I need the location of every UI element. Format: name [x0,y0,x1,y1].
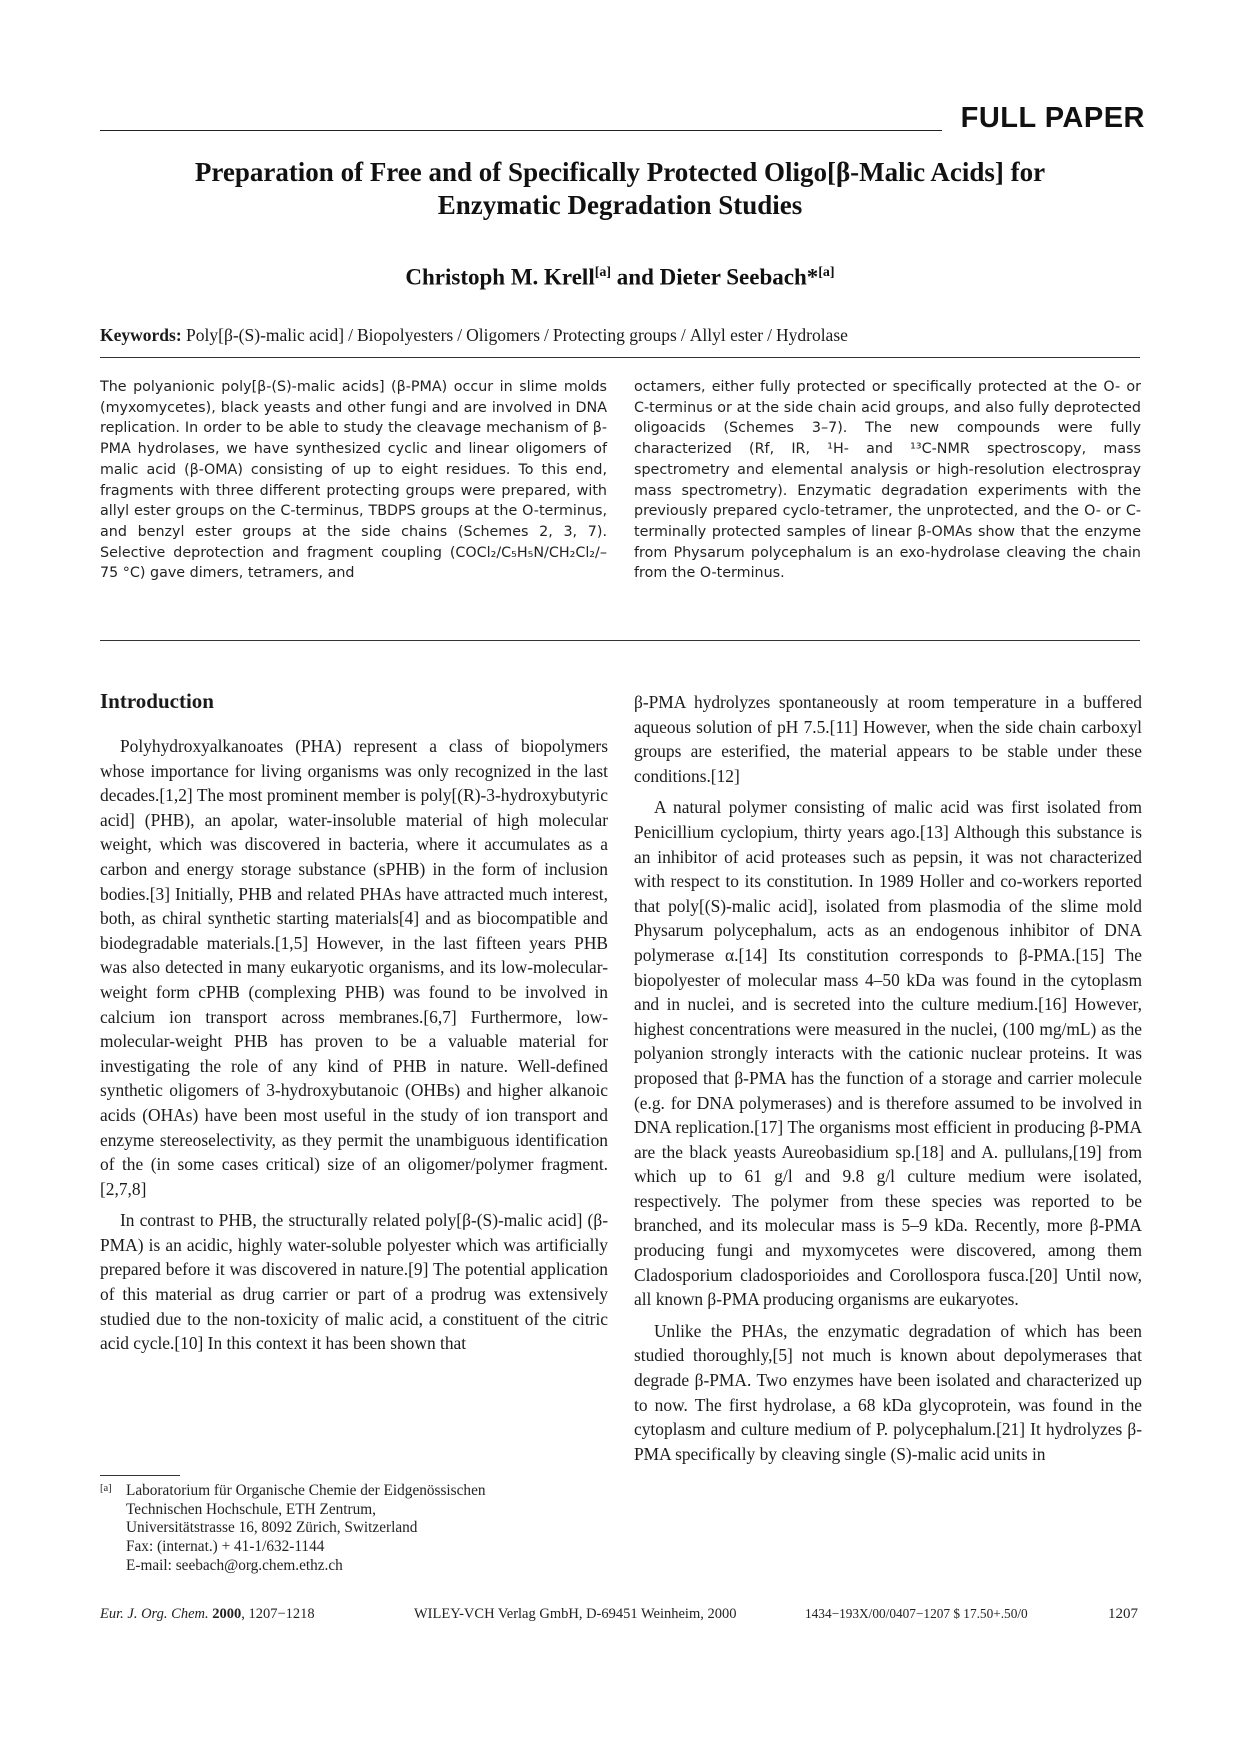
page-number: 1207 [1108,1606,1138,1622]
footer-journal: Eur. J. Org. Chem. [100,1606,209,1622]
footnote-rule [100,1475,180,1476]
footer-year: 2000 [212,1606,242,1622]
title-line-1: Preparation of Free and of Specifically Protected Oligo[β-Malic Acids] for [194,157,1046,187]
affiliation-footnote [100,1482,610,1576]
keyword-item: Hydrolase [775,325,848,345]
author-list [100,258,1140,293]
title-line-2: Enzymatic Degradation Studies [437,190,803,220]
header-rule [100,130,942,131]
intro-paragraph: Unlike the PHAs, the enzymatic degradation of which has been studied thoroughly,[5] not much is known about depolymerases that degrade β-PMA. Two enzymes have been isolated and characterized up to now. The first hydrolase, a 68 kDa glycoprotein, was found in the cytoplasm and culture medium of P. polycephalum.[21] It hydrolyzes β-PMA specifically by cleaving single (S)-malic acid units in [634,1320,1142,1464]
keyword-separator: / [457,325,463,345]
intro-paragraph: Polyhydroxyalkanoates (PHA) represent a class of biopolymers whose importance for living organisms was only recognized in the last decades.[1,2] The most prominent member is poly[(R)-3-hydroxybutyric acid] (PHB), an apolar, water-insoluble material of high molecular weight, which was discovered in bacteria, where it accumulates as a carbon and energy storage substance (sPHB) in the form of inclusion bodies.[3] Initially, PHB and related PHAs have attracted much interest, both, as chiral synthetic starting materials[4] and as biocompatible and biodegradable materials.[1,5] However, in the last fifteen years PHB was also detected in many eukaryotic organisms, and its low-molecular-weight form cPHB (complexing PHB) was found to be involved in calcium ion transport across membranes.[6,7] Furthermore, low-molecular-weight PHB has proven to be a valuable material for investigating the role of any kind of PHB in nature. Well-defined synthetic oligomers of 3-hydroxybutanoic (OHBs) and higher alkanoic acids (OHAs) have been most useful in the study of ion transport and enzyme stereoselectivity, as they permit the unambiguous identification of the (in some cases critical) size of an oligomer/polymer fragment.[2,7,8] [100,736,608,1199]
abstract-bottom-rule [100,640,1140,641]
author-2: Dieter Seebach* [659,264,819,290]
abstract-top-rule [100,357,1140,358]
footnote-line: Universitätstrasse 16, 8092 Zürich, Switzerland [126,1519,418,1537]
footnote-line: Technischen Hochschule, ETH Zentrum, [126,1500,376,1518]
footnote-mark: [a] [100,1483,112,1494]
footnote-line: Fax: (internat.) + 41-1/632-1144 [126,1538,325,1556]
section-heading-introduction: Introduction [100,689,214,713]
abstract-left-column [100,377,607,584]
intro-paragraph: In contrast to PHB, the structurally related poly[β-(S)-malic acid] (β-PMA) is an acidic, highly water-soluble polyester which was artificially prepared before it was discovered in nature.[9] The potential application of this material as drug carrier or part of a prodrug was extensively studied due to the non-toxicity of malic acid, a constituent of the citric acid cycle.[10] In this context it has been shown that [100,1210,608,1354]
article-type-label: FULL PAPER [960,102,1145,134]
keyword-separator: / [544,325,549,345]
intro-paragraph: β-PMA hydrolyzes spontaneously at room temperature in a buffered aqueous solution of pH 7.5.[11] However, when the side chain carboxyl groups are esterified, the material appears to be stable under these conditions.[12] [634,692,1142,786]
abstract-right-column [634,377,1141,584]
keyword-item: Oligomers [466,325,541,345]
abstract-text-right: octamers, either fully protected or specifically protected at the O- or C-terminus or at the side chain acid groups, and also fully deprotected oligoacids (Schemes 3–7). The new compounds were fully characterized (Rf, IR, ¹H- and ¹³C-NMR spectroscopy, mass spectrometry and elemental analysis or high-resolution electrospray mass spectrometry). Enzymatic degradation experiments with the previously prepared cyclo-tetramer, the unprotected, and the O- or C-terminally protected samples of linear β-OMAs show that the enzyme from Physarum polycephalum is an exo-hydrolase cleaving the chain from the O-terminus. [634,379,1141,582]
keywords-line [100,323,1150,347]
keywords-label: Keywords: [100,325,182,345]
author-1: Christoph M. Krell [405,264,595,290]
keyword-item: Protecting groups [552,325,677,345]
keyword-separator: / [680,325,686,345]
keyword-item: Allyl ester [689,325,764,345]
footnote-line: Laboratorium für Organische Chemie der Eidgenössischen [126,1482,486,1499]
keyword-separator: / [348,325,353,345]
author-connector: and [611,264,660,290]
abstract-text-left: The polyanionic poly[β-(S)-malic acids] (β-PMA) occur in slime molds (myxomycetes), black yeasts and other fungi and are involved in DNA replication. In order to be able to study the cleavage mechanism of β-PMA hydrolases, we have synthesized cyclic and linear oligomers of malic acid (β-OMA) consisting of up to eight residues. To this end, fragments with three different protecting groups were prepared, with allyl ester groups on the C-terminus, TBDPS groups at the O-terminus, and benzyl ester groups at the side chains (Schemes 2, 3, 7). Selective deprotection and fragment coupling (COCl₂/C₅H₅N/CH₂Cl₂/–75 °C) gave dimers, tetramers, and [100,379,607,582]
author-2-affiliation: [a] [818,265,835,280]
author-1-affiliation: [a] [594,265,612,280]
keyword-item: Poly[β-(S)-malic acid] [186,325,345,345]
keyword-item: Biopolyesters [357,325,454,345]
body-right-column [634,690,1142,1473]
footer-issn: 1434−193X/00/0407−1207 $ 17.50+.50/0 [805,1606,1028,1621]
footnote-email[interactable]: E-mail: seebach@org.chem.ethz.ch [126,1556,343,1574]
keywords-list [186,325,848,345]
footer-citation [100,1604,315,1624]
footer-pages: , 1207−1218 [241,1606,315,1622]
paper-title [100,156,1140,222]
intro-paragraph: A natural polymer consisting of malic acid was first isolated from Penicillium cyclopium, thirty years ago.[13] Although this substance is an inhibitor of acid proteases such as pepsin, it was not characterized with respect to its constitution. In 1989 Holler and co-workers reported that poly[(S)-malic acid], isolated from plasmodia of the slime mold Physarum polycephalum, acts as an endogenous inhibitor of DNA polymerase α.[14] Its constitution corresponds to β-PMA.[15] The biopolyester of molecular mass 4–50 kDa was found in the cytoplasm and in nuclei, and is secreted into the culture medium.[16] However, highest concentrations were measured in the nuclei, (100 mg/mL) as the polyanion strongly interacts with the cationic nuclear proteins. It was proposed that β-PMA has the function of a storage and carrier molecule (e.g. for DNA polymerases) and is therefore assumed to be involved in DNA replication.[17] The organisms most efficient in producing β-PMA are the black yeasts Aureobasidium sp.[18] and A. pullulans,[19] from which up to 61 g/l and 9.8 g/l culture medium were isolated, respectively. The polymer from these species was reported to be branched, and its molecular mass is 5–9 kDa. Recently, more β-PMA producing fungi and myxomycetes were discovered, among them Cladosporium cladosporioides and Corollospora fusca.[20] Until now, all known β-PMA producing organisms are eukaryotes. [634,797,1142,1310]
keyword-separator: / [767,325,772,345]
footer-publisher: WILEY-VCH Verlag GmbH, D-69451 Weinheim, 2000 [414,1606,737,1622]
body-left-column [100,688,608,1363]
